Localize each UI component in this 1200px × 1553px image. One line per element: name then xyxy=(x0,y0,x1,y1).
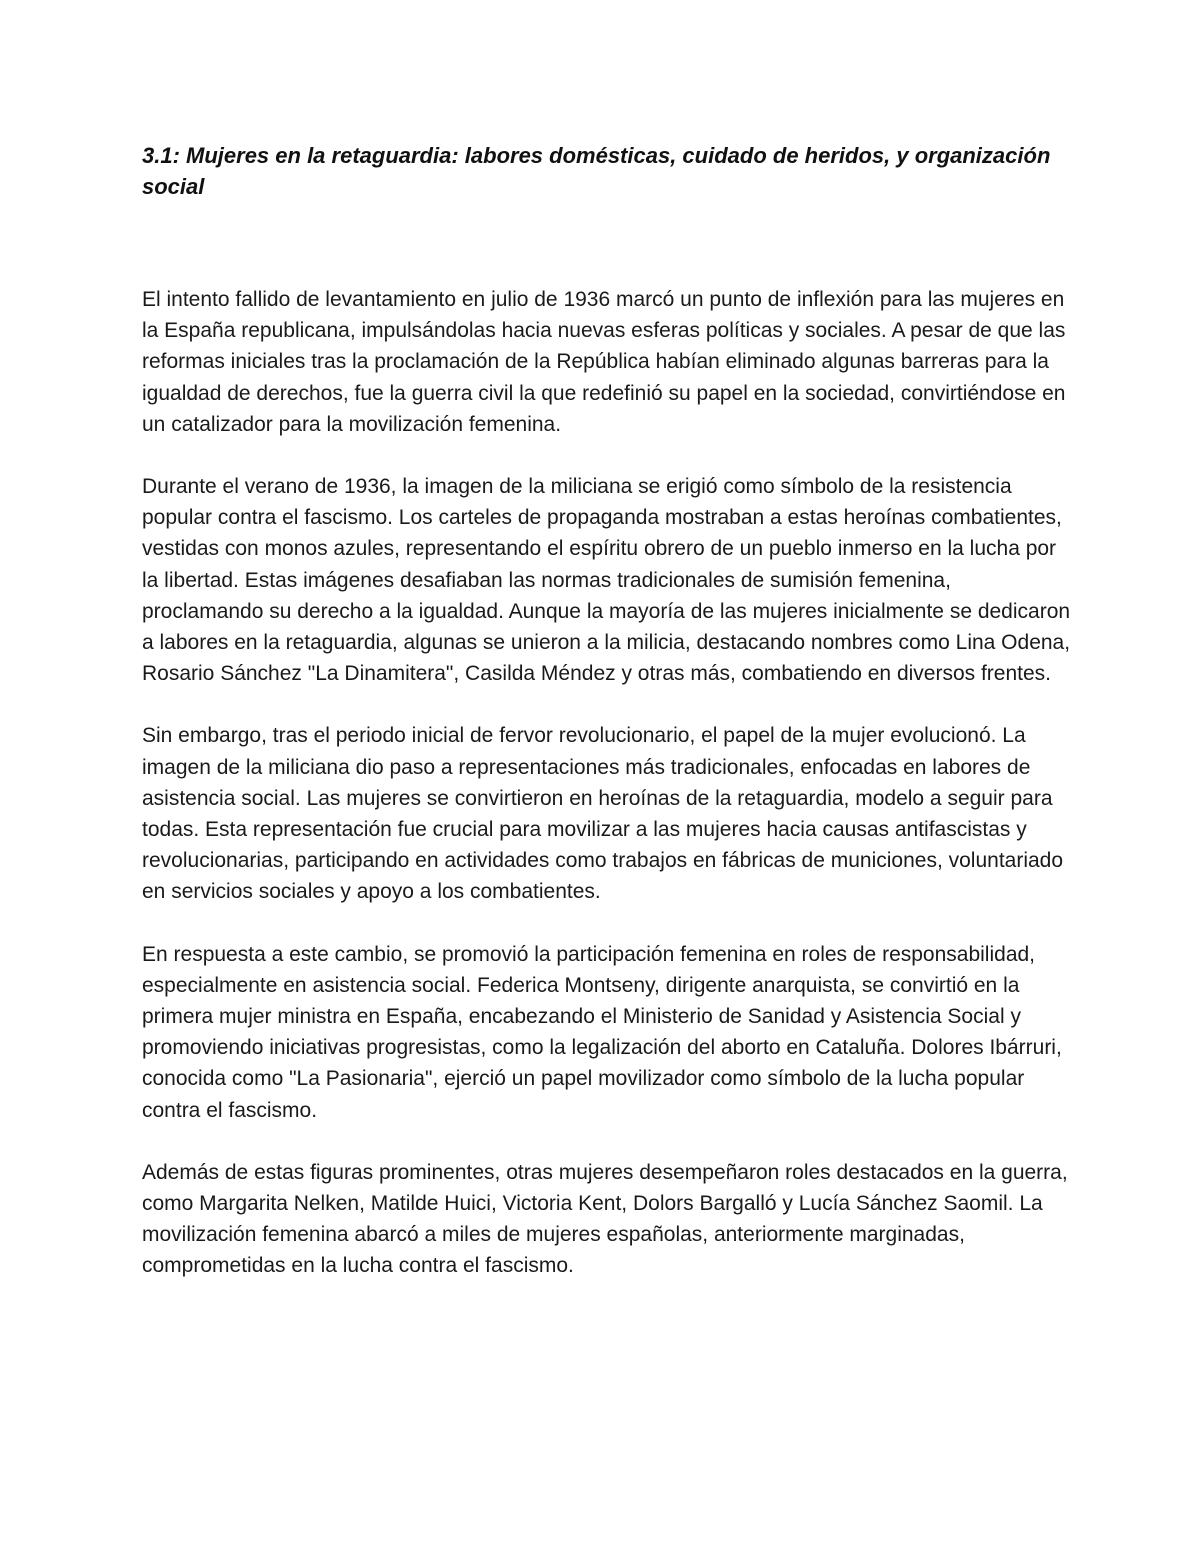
paragraph-2: Durante el verano de 1936, la imagen de la miliciana se erigió como símbolo de la resistencia popular contra el fascismo. Los carteles de propaganda mostraban a estas heroínas combatientes, vestidas con monos azules, representando el espíritu obrero de un pueblo inmerso en la lucha por la libertad. Estas imágenes desafiaban las normas tradicionales de sumisión femenina, proclamando su derecho a la igualdad. Aunque la mayoría de las mujeres inicialmente se dedicaron a labores en la retaguardia, algunas se unieron a la milicia, destacando nombres como Lina Odena, Rosario Sánchez "La Dinamitera", Casilda Méndez y otras más, combatiendo en diversos frentes. xyxy=(142,475,1071,686)
paragraph-4: En respuesta a este cambio, se promovió la participación femenina en roles de responsabilidad, especialmente en asistencia social. Federica Montseny, dirigente anarquista, se convirtió en la primera mujer ministra en España, encabezando el Ministerio de Sanidad y Asistencia Social y promoviendo iniciativas progresistas, como la legalización del aborto en Cataluña. Dolores Ibárruri, conocida como "La Pasionaria", ejerció un papel movilizador como símbolo de la lucha popular contra el fascismo. xyxy=(142,942,1062,1122)
heading-spacer xyxy=(142,202,1072,284)
section-heading: 3.1: Mujeres en la retaguardia: labores domésticas, cuidado de heridos, y organización social xyxy=(142,143,1051,199)
paragraph-3: Sin embargo, tras el periodo inicial de fervor revolucionario, el papel de la mujer evolucionó. La imagen de la miliciana dio paso a representaciones más tradicionales, enfocadas en labores de asistencia social. Las mujeres se convirtieron en heroínas de la retaguardia, modelo a seguir para todas. Esta representación fue crucial para movilizar a las mujeres hacia causas antifascistas y revolucionarias, participando en actividades como trabajos en fábricas de municiones, voluntariado en servicios sociales y apoyo a los combatientes. xyxy=(142,724,1064,904)
document-body xyxy=(142,140,1072,1313)
paragraph-1: El intento fallido de levantamiento en julio de 1936 marcó un punto de inflexión para las mujeres en la España republicana, impulsándolas hacia nuevas esferas políticas y sociales. A pesar de que las reformas iniciales tras la proclamación de la República habían eliminado algunas barreras para la igualdad de derechos, fue la guerra civil la que redefinió su papel en la sociedad, convirtiéndose en un catalizador para la movilización femenina. xyxy=(142,288,1066,436)
paragraph-5: Además de estas figuras prominentes, otras mujeres desempeñaron roles destacados en la guerra, como Margarita Nelken, Matilde Huici, Victoria Kent, Dolors Bargalló y Lucía Sánchez Saomil. La movilización femenina abarcó a miles de mujeres españolas, anteriormente marginadas, comprometidas en la lucha contra el fascismo. xyxy=(142,1160,1068,1278)
